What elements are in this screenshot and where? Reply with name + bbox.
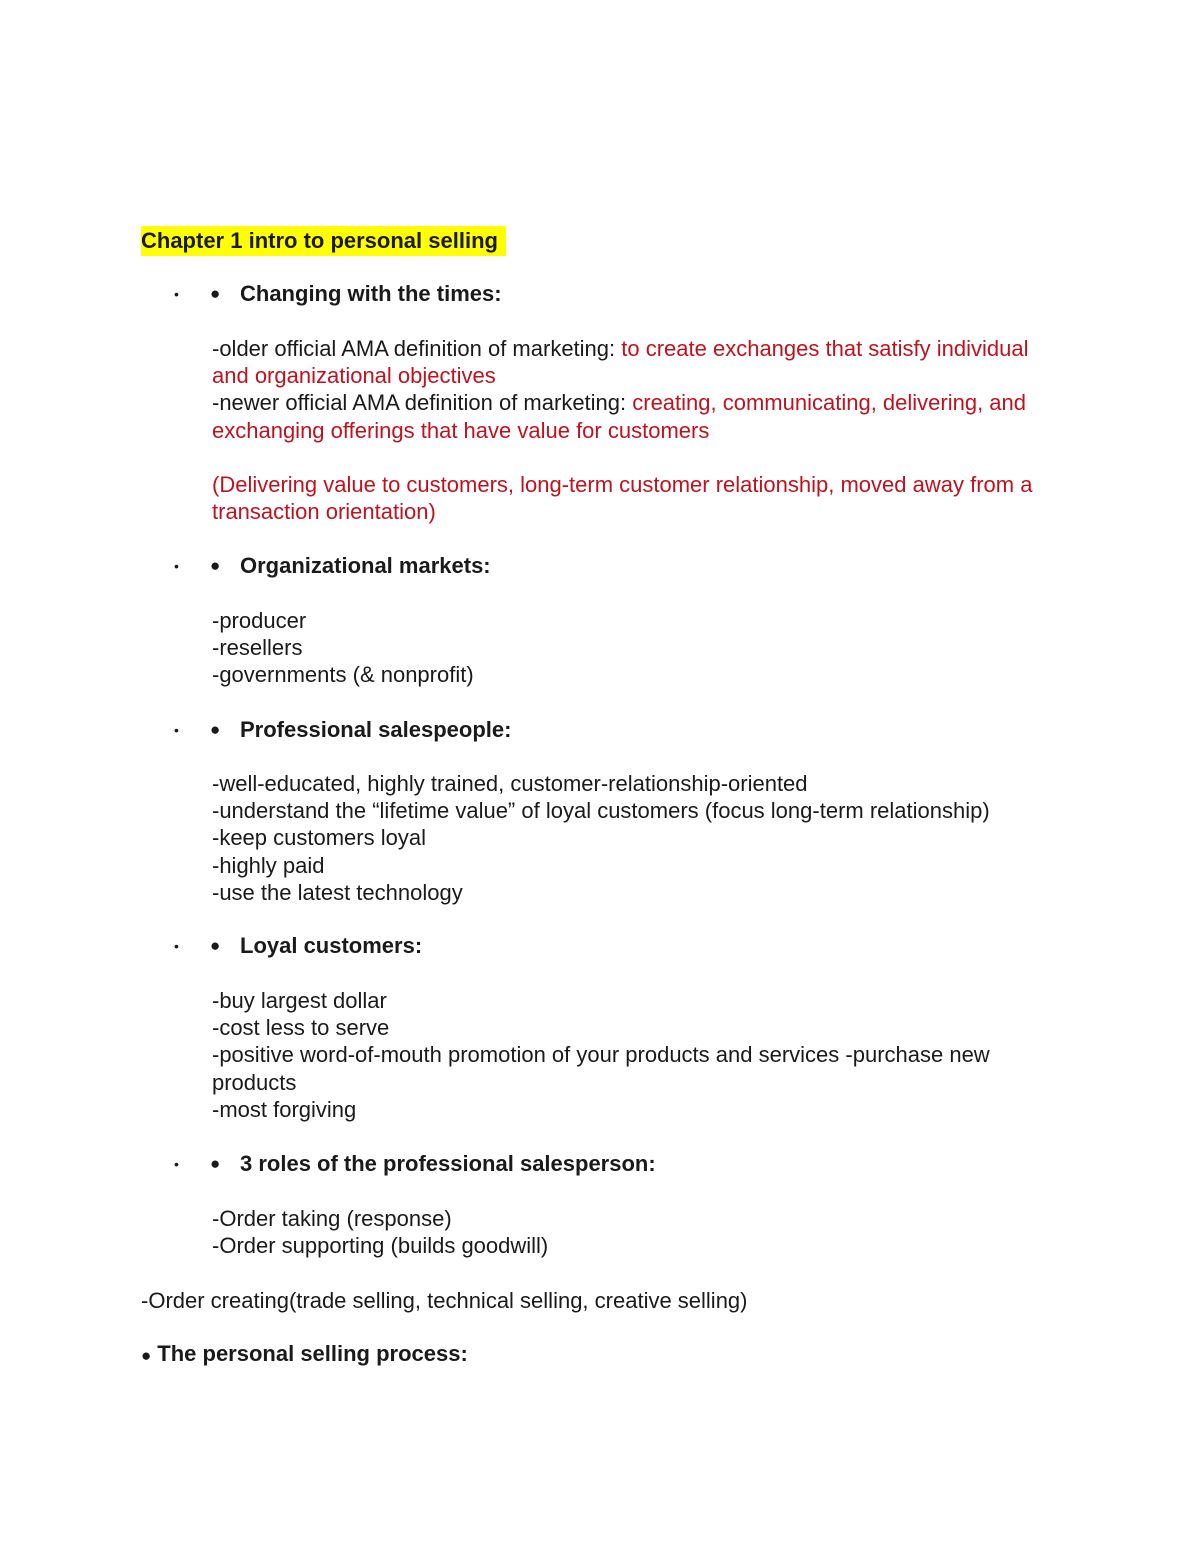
list-item: -producer xyxy=(212,608,307,633)
list-item: -positive word-of-mouth promotion of your products and services -purchase new products xyxy=(212,1042,990,1095)
section-heading-label: 3 roles of the professional salesperson: xyxy=(240,1151,656,1176)
section-heading-label: Loyal customers: xyxy=(240,933,423,958)
definition-text: to create exchanges that satisfy individual and organizational objectives xyxy=(212,336,1029,389)
section-heading-label: Changing with the times: xyxy=(240,281,502,306)
section-note: (Delivering value to customers, long-term customer relationship, moved away from a transaction orientation) xyxy=(212,472,1033,525)
dot-bullet-icon: ● xyxy=(141,1346,152,1365)
section-body xyxy=(212,1205,1052,1259)
section-body xyxy=(212,335,1052,444)
dot-bullet-icon: ● xyxy=(210,556,221,575)
dot-bullet-icon: ● xyxy=(210,1154,221,1173)
list-item: -highly paid xyxy=(212,852,325,878)
list-item: -use the latest technology xyxy=(212,879,463,905)
list-item: -most forgiving xyxy=(212,1096,357,1122)
definition-label: -newer official AMA definition of marketing: xyxy=(212,390,633,416)
section-heading-label: Organizational markets: xyxy=(240,553,491,578)
page-title: Chapter 1 intro to personal selling xyxy=(141,226,506,256)
section-body xyxy=(212,987,1052,1123)
dot-bullet-icon: ● xyxy=(210,284,221,303)
dot-bullet-icon: ● xyxy=(210,720,221,739)
definition-label: -older official AMA definition of marketing: xyxy=(212,336,622,361)
list-item: -keep customers loyal xyxy=(212,825,426,851)
bullet-icon: • xyxy=(174,1156,179,1172)
list-item: -cost less to serve xyxy=(212,1015,390,1041)
section-body xyxy=(212,770,1052,906)
section-heading-label: Professional salespeople: xyxy=(240,717,512,742)
list-item: -Order taking (response) xyxy=(212,1206,452,1231)
bullet-icon: • xyxy=(174,558,179,574)
section-body xyxy=(212,607,1052,689)
list-item: -understand the “lifetime value” of loyal customers (focus long-term relationship) xyxy=(212,798,990,824)
definition-text: creating, communicating, delivering, and exchanging offerings that have value for customers xyxy=(212,390,1027,443)
list-item: -well-educated, highly trained, customer-relationship-oriented xyxy=(212,771,808,796)
list-item: -Order supporting (builds goodwill) xyxy=(212,1233,549,1259)
section-heading-label: The personal selling process: xyxy=(157,1341,468,1366)
bullet-icon: • xyxy=(174,722,179,738)
list-item: -resellers xyxy=(212,635,303,661)
order-creating-line: -Order creating(trade selling, technical selling, creative selling) xyxy=(141,1288,748,1313)
bullet-icon: • xyxy=(174,286,179,302)
list-item: -buy largest dollar xyxy=(212,988,387,1013)
list-item: -governments (& nonprofit) xyxy=(212,662,474,688)
personal-selling-process-heading xyxy=(141,1340,468,1370)
bullet-icon: • xyxy=(174,938,179,954)
dot-bullet-icon: ● xyxy=(210,936,221,955)
